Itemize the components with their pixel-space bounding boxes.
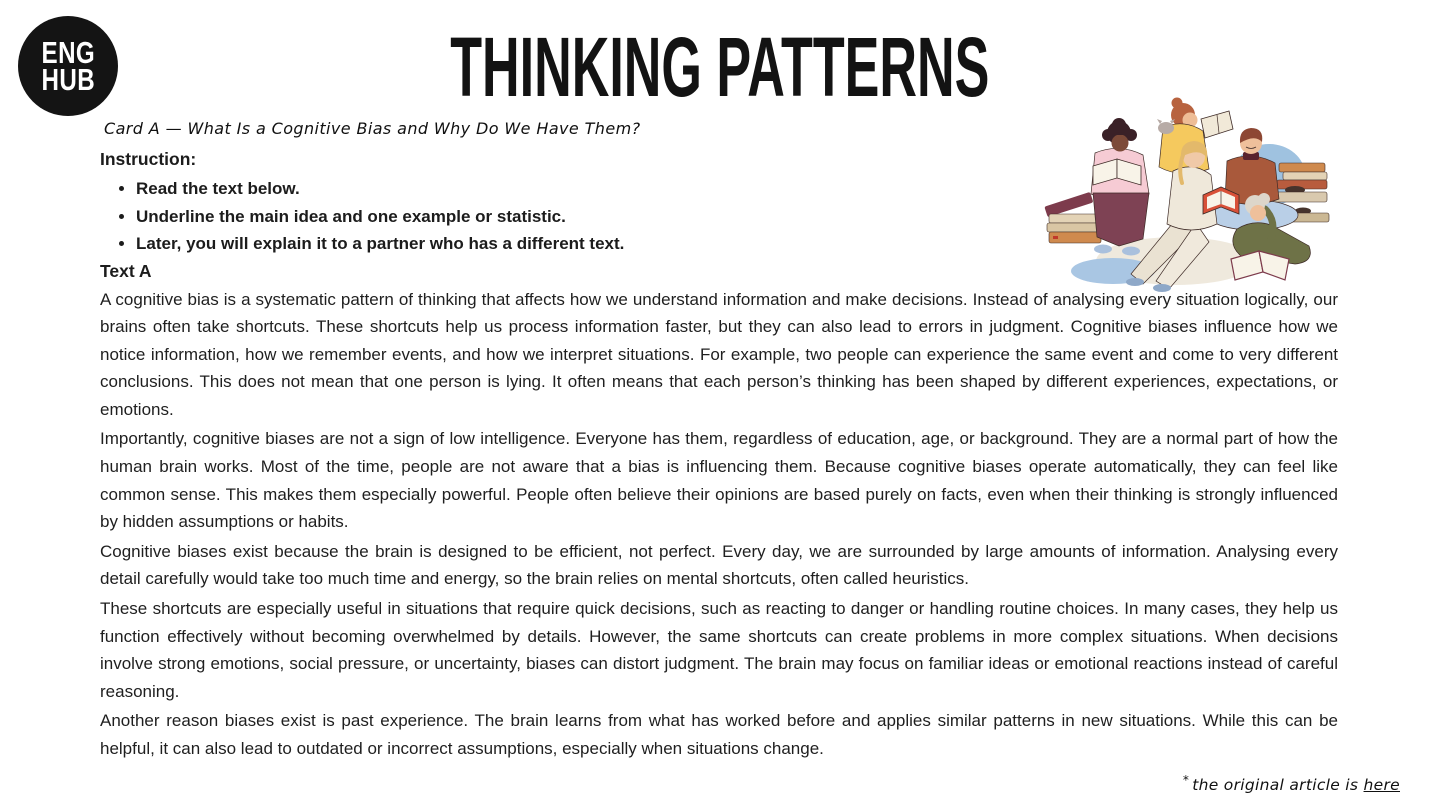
footnote-text: the original article is xyxy=(1192,776,1359,794)
instruction-label: Instruction: xyxy=(100,149,197,169)
article-paragraph: Another reason biases exist is past experience. The brain learns from what has worked before and applies similar patterns in new situations. While this can be helpful, it can also lead to outdated or incorrect assumptions, especially when situations change. xyxy=(100,711,1338,758)
logo-line-2: HUB xyxy=(41,62,95,97)
article-body xyxy=(100,286,1338,763)
page-title: THINKING PATTERNS xyxy=(450,20,990,114)
worksheet-content xyxy=(100,118,1338,765)
instruction-bullet: • Underline the main idea and one example or statistic. xyxy=(136,203,1338,231)
text-a-label: Text A xyxy=(100,260,152,281)
source-note xyxy=(1183,773,1400,794)
article-paragraph: Cognitive biases exist because the brain is designed to be efficient, not perfect. Every day, we are surrounded by large amounts of information. Analysing every detail carefully would take too much time and energy, so the brain relies on mental shortcuts, often called heuristics. xyxy=(100,541,1338,589)
article-paragraph: A cognitive bias is a systematic pattern of thinking that affects how we understand information and make decisions. Instead of analysing every situation logically, our brains often take shortcuts. These shortcuts help us process information faster, but they can also lead to errors in judgment. Cognitive biases influence how we notice information, how we remember events, and how we interpret situations. For example, two people can experience the same event and come to very different conclusions. This does not mean that one person is lying. It often means that each person’s thinking has been shaped by different experiences, expectations, or emotions. xyxy=(100,289,1338,419)
original-article-link[interactable]: here xyxy=(1363,776,1400,794)
card-subtitle: Card A — What Is a Cognitive Bias and Why Do We Have Them? xyxy=(104,119,641,138)
footnote-asterisk: * xyxy=(1182,772,1190,787)
instruction-list xyxy=(100,175,1338,258)
instruction-bullet: • Later, you will explain it to a partner who has a different text. xyxy=(136,230,1338,258)
logo-line-1: ENG xyxy=(41,35,95,70)
instruction-bullet: • Read the text below. xyxy=(136,175,1338,203)
article-paragraph: These shortcuts are especially useful in situations that require quick decisions, such as reacting to danger or handling routine choices. In many cases, they help us function effectively without becoming overwhelmed by details. However, the same shortcuts can create problems in more complex situations. When decisions involve strong emotions, social pressure, or uncertainty, biases can distort judgment. The brain may focus on familiar ideas or emotional reactions instead of careful reasoning. xyxy=(100,599,1338,701)
article-paragraph: Importantly, cognitive biases are not a sign of low intelligence. Everyone has them, regardless of education, age, or background. They are a normal part of how the human brain works. Most of the time, people are not aware that a bias is influencing them. Because cognitive biases operate automatically, they can feel like common sense. This makes them especially powerful. People often believe their opinions are based purely on facts, even when their thinking is strongly influenced by hidden assumptions or habits. xyxy=(100,429,1338,532)
page-header xyxy=(0,20,1440,114)
